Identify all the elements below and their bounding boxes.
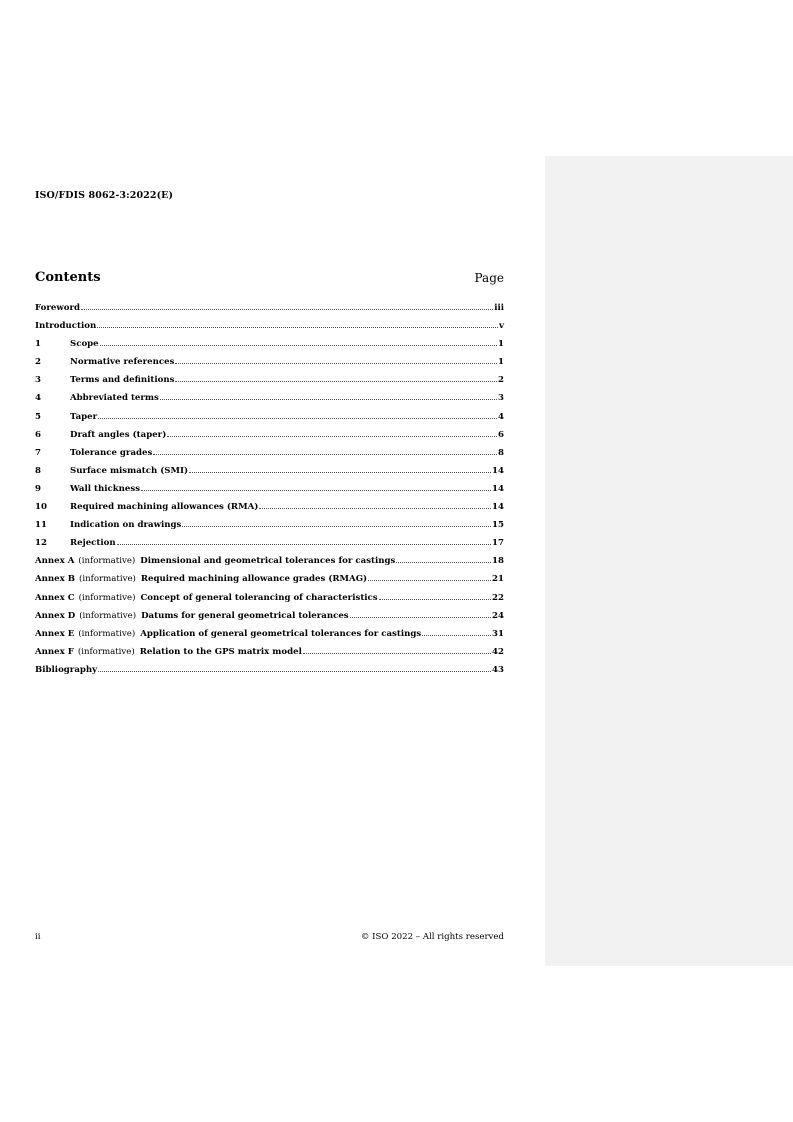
toc-entry-leader — [98, 418, 497, 419]
toc-entry-title: Required machining allowances (RMA) — [70, 502, 259, 513]
table-of-contents — [35, 303, 504, 683]
toc-entry-annex: Annex A — [35, 556, 75, 567]
toc-entry-page: 22 — [492, 592, 504, 603]
toc-entry-page: 14 — [492, 483, 504, 494]
toc-entry-leader — [303, 653, 491, 654]
toc-entry-leader — [97, 327, 498, 328]
footer-copyright: © ISO 2022 – All rights reserved — [360, 932, 504, 942]
toc-entry-informative: (informative) — [78, 556, 136, 567]
toc-entry-number: 4 — [35, 393, 41, 404]
toc-entry[interactable] — [35, 375, 504, 393]
toc-entry-informative: (informative) — [78, 592, 136, 603]
toc-entry-title: Draft angles (taper) — [70, 429, 167, 440]
toc-entry-leader — [396, 562, 491, 563]
toc-entry-title: Indication on drawings — [70, 520, 182, 531]
toc-entry-title: Required machining allowance grades (RMAG) — [140, 574, 368, 585]
toc-entry-title: Bibliography — [35, 664, 98, 675]
toc-entry-page: 42 — [492, 646, 504, 657]
toc-entry-leader — [259, 508, 491, 509]
toc-entry-informative: (informative) — [78, 628, 136, 639]
toc-entry[interactable] — [35, 538, 504, 556]
toc-entry[interactable] — [35, 520, 504, 538]
contents-heading: Contents — [35, 270, 101, 285]
toc-entry-page: 43 — [492, 664, 504, 675]
toc-entry-page: 21 — [492, 574, 504, 585]
toc-entry-informative: (informative) — [79, 610, 137, 621]
toc-entry[interactable] — [35, 303, 504, 321]
comment-pane — [545, 156, 793, 966]
toc-entry-title: Terms and definitions — [70, 375, 175, 386]
toc-entry-number: 9 — [35, 483, 41, 494]
toc-entry-page: 3 — [498, 393, 504, 404]
toc-entry-title: Normative references — [70, 357, 175, 368]
toc-entry-leader — [160, 399, 497, 400]
toc-entry-leader — [98, 671, 491, 672]
toc-entry-number: 6 — [35, 429, 41, 440]
toc-entry-page: 8 — [498, 447, 504, 458]
toc-entry-leader — [368, 580, 491, 581]
toc-entry[interactable] — [35, 357, 504, 375]
toc-entry-page: 18 — [492, 556, 504, 567]
toc-entry[interactable] — [35, 430, 504, 448]
toc-entry-title: Dimensional and geometrical tolerances for castings — [140, 556, 396, 567]
toc-entry-annex: Annex E — [35, 628, 75, 639]
footer-page-number: ii — [35, 932, 41, 942]
toc-entry[interactable] — [35, 611, 504, 629]
toc-entry-leader — [350, 617, 491, 618]
toc-entry[interactable] — [35, 502, 504, 520]
toc-entry-page: 14 — [492, 502, 504, 513]
page-column-label: Page — [474, 271, 504, 285]
toc-entry-page: 1 — [498, 357, 504, 368]
toc-entry[interactable] — [35, 448, 504, 466]
toc-entry-annex: Annex D — [35, 610, 76, 621]
toc-entry[interactable] — [35, 321, 504, 339]
toc-entry-number: 5 — [35, 411, 41, 422]
toc-entry-number: 10 — [35, 502, 47, 513]
toc-entry[interactable] — [35, 647, 504, 665]
toc-entry-title: Application of general geometrical tolerances for castings — [140, 628, 422, 639]
toc-entry[interactable] — [35, 665, 504, 683]
toc-entry-title: Scope — [70, 339, 99, 350]
toc-entry-title: Tolerance grades — [70, 447, 153, 458]
toc-entry-annex: Annex B — [35, 574, 76, 585]
document-id: ISO/FDIS 8062-3:2022(E) — [35, 190, 174, 201]
toc-entry-page: 2 — [498, 375, 504, 386]
toc-entry-page: 24 — [492, 610, 504, 621]
toc-entry-leader — [182, 526, 491, 527]
toc-entry-title: Surface mismatch (SMI) — [70, 465, 189, 476]
toc-entry-number: 1 — [35, 339, 41, 350]
toc-entry-page: 31 — [492, 628, 504, 639]
toc-entry-page: v — [499, 321, 504, 332]
toc-entry[interactable] — [35, 574, 504, 592]
toc-entry-title: Concept of general tolerancing of characteristics — [140, 592, 378, 603]
toc-entry-leader — [81, 309, 493, 310]
toc-entry[interactable] — [35, 393, 504, 411]
toc-entry[interactable] — [35, 466, 504, 484]
toc-entry[interactable] — [35, 484, 504, 502]
toc-entry-number: 8 — [35, 465, 41, 476]
toc-entry-number: 7 — [35, 447, 41, 458]
toc-entry-page: 14 — [492, 465, 504, 476]
toc-entry-number: 12 — [35, 538, 47, 549]
toc-entry-page: 6 — [498, 429, 504, 440]
toc-entry-leader — [422, 635, 491, 636]
toc-entry[interactable] — [35, 339, 504, 357]
toc-entry-annex: Annex F — [35, 646, 74, 657]
toc-entry-page: 15 — [492, 520, 504, 531]
toc-entry-leader — [141, 490, 491, 491]
toc-entry-leader — [175, 363, 497, 364]
toc-entry-leader — [167, 436, 497, 437]
toc-entry-leader — [175, 381, 497, 382]
toc-entry[interactable] — [35, 629, 504, 647]
toc-entry-leader — [153, 454, 497, 455]
toc-entry-informative: (informative) — [79, 574, 136, 585]
toc-entry-number: 2 — [35, 357, 41, 368]
toc-entry-page: iii — [494, 303, 504, 313]
toc-entry-number: 3 — [35, 375, 41, 386]
toc-entry-page: 4 — [498, 411, 504, 422]
toc-entry-title: Introduction — [35, 321, 97, 332]
toc-entry-title: Datums for general geometrical tolerances — [141, 610, 349, 621]
toc-entry[interactable] — [35, 593, 504, 611]
toc-entry-title: Wall thickness — [70, 483, 141, 494]
toc-entry-leader — [379, 599, 491, 600]
toc-entry[interactable] — [35, 412, 504, 430]
toc-entry-title: Relation to the GPS matrix model — [139, 646, 302, 657]
toc-entry-title: Foreword — [35, 303, 81, 313]
toc-entry-leader — [117, 544, 491, 545]
toc-entry-number: 11 — [35, 520, 47, 531]
toc-entry-title: Rejection — [70, 538, 116, 549]
toc-entry-page: 17 — [492, 538, 504, 549]
toc-entry-leader — [189, 472, 491, 473]
toc-entry-title: Abbreviated terms — [70, 393, 159, 404]
toc-entry-annex: Annex C — [35, 592, 75, 603]
toc-entry-leader — [100, 345, 497, 346]
toc-entry-informative: (informative) — [77, 646, 135, 657]
toc-entry-page: 1 — [498, 339, 504, 350]
toc-entry[interactable] — [35, 556, 504, 574]
toc-entry-title: Taper — [70, 411, 98, 422]
